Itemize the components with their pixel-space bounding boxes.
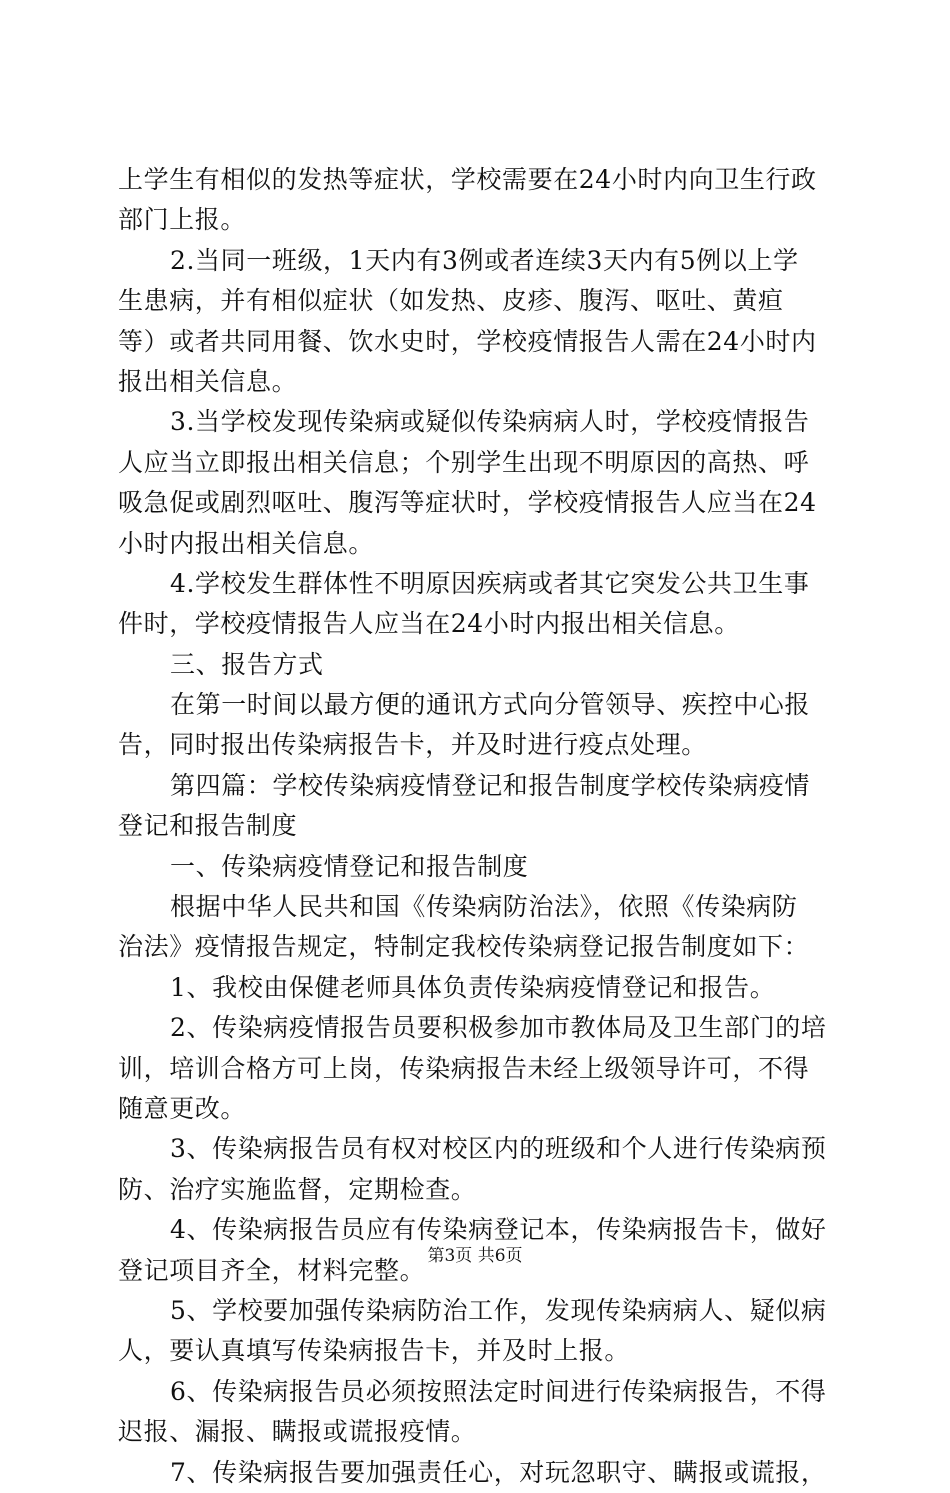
- text-line: 一、传染病疫情登记和报告制度: [170, 851, 529, 881]
- text-line: 件时，学校疫情报告人应当在24小时内报出相关信息。: [118, 609, 740, 639]
- text-line: 4、传染病报告员应有传染病登记本，传染病报告卡，做好: [170, 1215, 827, 1245]
- text-line: 三、报告方式: [170, 649, 324, 679]
- text-line: 吸急促或剧烈呕吐、腹泻等症状时，学校疫情报告人应当在24: [118, 488, 817, 518]
- text-line: 等）或者共同用餐、饮水史时，学校疫情报告人需在24小时内: [118, 326, 817, 356]
- text-line: 治法》疫情报告规定，特制定我校传染病登记报告制度如下：: [118, 932, 810, 962]
- text-line: 第四篇：学校传染病疫情登记和报告制度学校传染病疫情: [170, 770, 811, 800]
- text-line: 4.学校发生群体性不明原因疾病或者其它突发公共卫生事: [170, 568, 810, 598]
- text-line: 小时内报出相关信息。: [118, 528, 375, 558]
- text-line: 随意更改。: [118, 1093, 247, 1123]
- text-line: 上学生有相似的发热等症状，学校需要在24小时内向卫生行政: [118, 165, 817, 194]
- text-line: 2、传染病疫情报告员要积极参加市教体局及卫生部门的培: [170, 1013, 827, 1043]
- text-line: 迟报、漏报、瞒报或谎报疫情。: [118, 1417, 477, 1447]
- text-line: 2.当同一班级，1天内有3例或者连续3天内有5例以上学: [170, 245, 799, 275]
- page-footer: 第3页 共6页: [427, 1246, 523, 1266]
- text-line: 告，同时报出传染病报告卡，并及时进行疫点处理。: [118, 730, 707, 760]
- text-line: 防、治疗实施监督，定期检查。: [118, 1174, 477, 1204]
- text-line: 人，要认真填写传染病报告卡，并及时上报。: [118, 1336, 631, 1366]
- text-line: 在第一时间以最方便的通讯方式向分管领导、疾控中心报: [170, 690, 811, 720]
- text-line: 人应当立即报出相关信息；个别学生出现不明原因的高热、呼: [118, 447, 810, 477]
- text-line: 登记项目齐全，材料完整。: [118, 1255, 426, 1285]
- text-line: 训，培训合格方可上岗，传染病报告未经上级领导许可，不得: [118, 1053, 810, 1083]
- text-line: 6、传染病报告员必须按照法定时间进行传染病报告，不得: [170, 1376, 827, 1406]
- text-line: 部门上报。: [118, 205, 247, 235]
- text-line: 3、传染病报告员有权对校区内的班级和个人进行传染病预: [170, 1134, 827, 1164]
- text-line: 1、我校由保健老师具体负责传染病疫情登记和报告。: [170, 972, 776, 1002]
- document-body: [118, 160, 838, 1493]
- text-line: 登记和报告制度: [118, 811, 298, 841]
- text-line: 5、学校要加强传染病防治工作，发现传染病病人、疑似病: [170, 1295, 827, 1325]
- text-line: 报出相关信息。: [118, 366, 298, 396]
- text-line: 7、传染病报告要加强责任心，对玩忽职守、瞒报或谎报，: [170, 1457, 827, 1487]
- text-line: 生患病，并有相似症状（如发热、皮疹、腹泻、呕吐、黄疸: [118, 286, 784, 316]
- text-line: 根据中华人民共和国《传染病防治法》，依照《传染病防: [170, 892, 798, 922]
- text-line: 3.当学校发现传染病或疑似传染病病人时，学校疫情报告: [170, 407, 810, 437]
